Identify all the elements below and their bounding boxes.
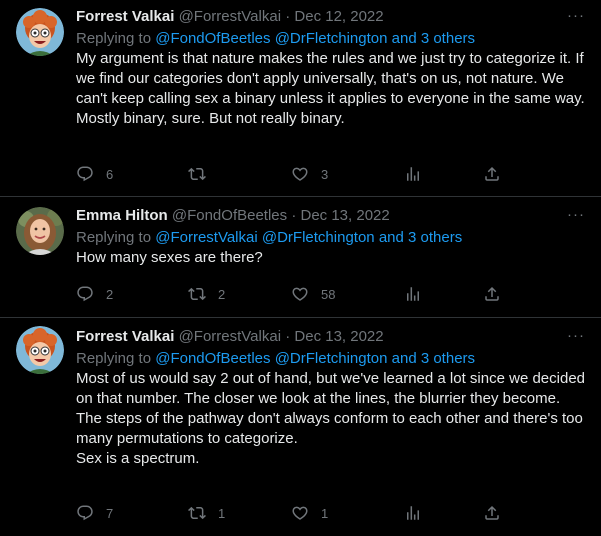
tweet-date[interactable]: Dec 13, 2022	[294, 328, 384, 345]
retweet-icon	[188, 165, 206, 183]
share-icon	[483, 285, 501, 303]
retweet-count: 1	[218, 505, 226, 521]
reply-button[interactable]	[76, 503, 113, 523]
views-chart-icon	[404, 504, 422, 522]
views-button[interactable]	[404, 164, 422, 184]
avatar-forrest-valkai[interactable]	[16, 326, 64, 374]
like-button[interactable]	[291, 503, 328, 523]
replying-prefix: Replying to	[76, 30, 152, 47]
separator: ·	[285, 328, 291, 345]
reply-icon	[76, 165, 94, 183]
tweet-date[interactable]: Dec 12, 2022	[294, 8, 384, 25]
retweet-button[interactable]	[188, 164, 218, 184]
author-handle[interactable]: @ForrestValkai	[178, 328, 282, 345]
author-handle[interactable]: @ForrestValkai	[178, 8, 282, 25]
tweet-text	[76, 49, 585, 129]
tweet[interactable]	[0, 318, 601, 536]
more-icon[interactable]: ···	[567, 327, 585, 344]
author-name[interactable]: Forrest Valkai	[76, 8, 175, 25]
heart-icon	[291, 285, 309, 303]
replying-to	[76, 29, 585, 49]
retweet-icon	[188, 285, 206, 303]
heart-icon	[291, 165, 309, 183]
views-chart-icon	[404, 285, 422, 303]
tweet-header	[76, 7, 585, 27]
avatar-emma-hilton[interactable]	[16, 207, 64, 255]
retweet-icon	[188, 504, 206, 522]
tweet[interactable]	[0, 197, 601, 318]
mention-link[interactable]: @DrFletchington	[274, 30, 388, 47]
share-button[interactable]	[483, 164, 501, 184]
more-icon[interactable]: ···	[567, 7, 585, 24]
avatar-forrest-valkai[interactable]	[16, 8, 64, 56]
reply-button[interactable]	[76, 284, 113, 304]
tweet-text	[76, 248, 585, 268]
separator: ·	[291, 207, 297, 224]
tweet-text	[76, 369, 585, 469]
replying-to	[76, 349, 585, 369]
views-button[interactable]	[404, 503, 422, 523]
share-icon	[483, 504, 501, 522]
like-count: 58	[321, 286, 336, 302]
reply-count: 7	[106, 505, 114, 521]
more-icon[interactable]: ···	[567, 206, 585, 223]
and-others-link[interactable]: and 3 others	[391, 30, 476, 47]
and-others-link[interactable]: and 3 others	[391, 350, 476, 367]
separator: ·	[285, 8, 291, 25]
tweet-paragraph: Mostly binary, sure. But not really binary.	[76, 110, 345, 127]
tweet-paragraph: My argument is that nature makes the rules and we just try to categorize it. If we find our categories don't apply universally, that's on us, not nature. We can't keep calling sex a binary unless it applies to everyone in the same way.	[76, 50, 585, 107]
tweet-paragraph: Most of us would say 2 out of hand, but we've learned a lot since we decided on that number. The closer we look at the lines, the blurrier they become.	[76, 370, 586, 407]
retweet-button[interactable]	[188, 503, 225, 523]
tweet-date[interactable]: Dec 13, 2022	[300, 207, 390, 224]
replying-prefix: Replying to	[76, 350, 152, 367]
action-bar	[76, 284, 506, 304]
like-count: 1	[321, 505, 329, 521]
retweet-button[interactable]	[188, 284, 225, 304]
mention-link[interactable]: @FondOfBeetles	[155, 30, 271, 47]
action-bar	[76, 503, 506, 523]
mention-link[interactable]: @DrFletchington	[261, 229, 375, 246]
tweet-header	[76, 327, 585, 347]
mention-link[interactable]: @ForrestValkai	[155, 229, 258, 246]
share-button[interactable]	[483, 284, 501, 304]
reply-count: 2	[106, 286, 114, 302]
share-button[interactable]	[483, 503, 501, 523]
author-name[interactable]: Emma Hilton	[76, 207, 168, 224]
action-bar	[76, 164, 506, 184]
views-chart-icon	[404, 165, 422, 183]
like-count: 3	[321, 166, 329, 182]
tweet[interactable]	[0, 0, 601, 197]
and-others-link[interactable]: and 3 others	[378, 229, 463, 246]
tweet-paragraph: The steps of the pathway don't always conform to each other and there's too many permutations to categorize.	[76, 410, 583, 447]
tweet-paragraph: How many sexes are there?	[76, 249, 263, 266]
tweet-header	[76, 206, 585, 226]
replying-prefix: Replying to	[76, 229, 152, 246]
author-handle[interactable]: @FondOfBeetles	[171, 207, 288, 224]
mention-link[interactable]: @FondOfBeetles	[155, 350, 271, 367]
heart-icon	[291, 504, 309, 522]
share-icon	[483, 165, 501, 183]
replying-to	[76, 228, 585, 248]
reply-count: 6	[106, 166, 114, 182]
mention-link[interactable]: @DrFletchington	[274, 350, 388, 367]
tweet-paragraph: Sex is a spectrum.	[76, 450, 200, 467]
views-button[interactable]	[404, 284, 422, 304]
like-button[interactable]	[291, 164, 328, 184]
author-name[interactable]: Forrest Valkai	[76, 328, 175, 345]
retweet-count: 2	[218, 286, 226, 302]
reply-icon	[76, 504, 94, 522]
like-button[interactable]	[291, 284, 335, 304]
reply-icon	[76, 285, 94, 303]
reply-button[interactable]	[76, 164, 113, 184]
